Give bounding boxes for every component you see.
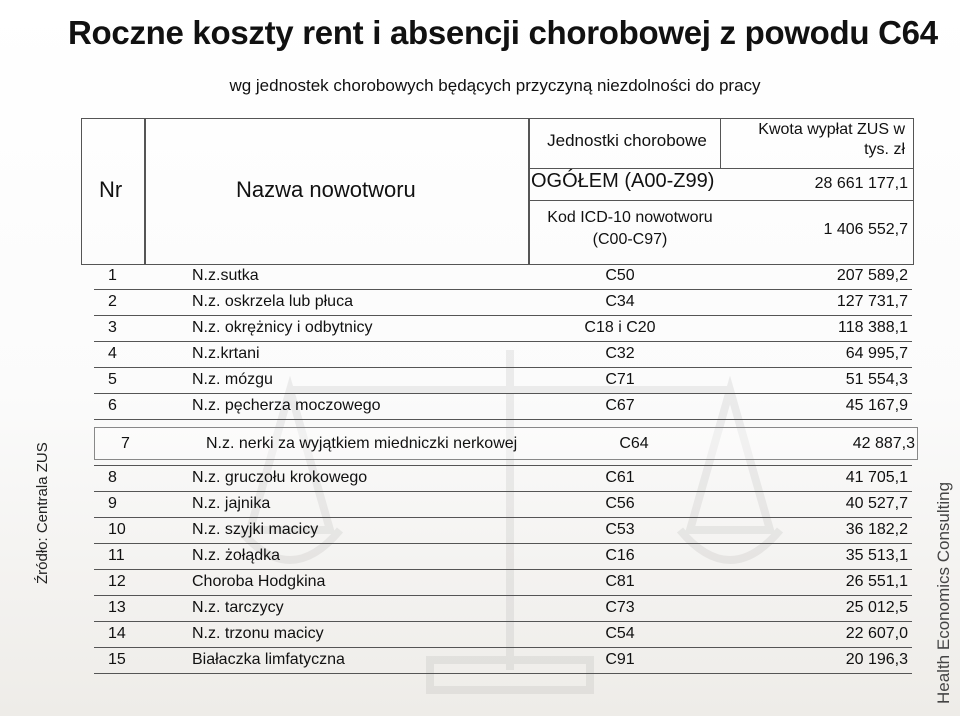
table-row xyxy=(94,315,910,341)
row-name: N.z.sutka xyxy=(192,267,259,284)
highlighted-row xyxy=(94,427,918,460)
row-nr: 7 xyxy=(121,435,130,452)
table-row xyxy=(94,465,910,491)
row-code: C18 i C20 xyxy=(584,319,656,336)
row-name: N.z. okrężnicy i odbytnicy xyxy=(192,319,373,336)
row-name: Choroba Hodgkina xyxy=(192,573,326,590)
row-nr: 9 xyxy=(108,495,117,512)
table-row xyxy=(94,595,910,621)
icd-value: 1 406 552,7 xyxy=(823,221,908,238)
row-name: N.z. pęcherza moczowego xyxy=(192,397,381,414)
row-value: 40 527,7 xyxy=(845,495,908,512)
row-nr: 6 xyxy=(108,397,117,414)
header-units: Jednostki chorobowe xyxy=(547,131,707,150)
table-row xyxy=(94,341,910,367)
row-code: C91 xyxy=(605,651,635,668)
row-name: N.z. nerki za wyjątkiem miedniczki nerkowej xyxy=(206,435,518,452)
row-code: C16 xyxy=(605,547,635,564)
row-code: C56 xyxy=(605,495,635,512)
row-name: N.z. żołądka xyxy=(192,547,281,564)
row-value: 64 995,7 xyxy=(845,345,908,362)
row-value: 25 012,5 xyxy=(845,599,908,616)
table-row xyxy=(94,647,910,673)
row-code: C81 xyxy=(605,573,635,590)
table-row xyxy=(94,569,910,595)
row-name: N.z.krtani xyxy=(192,345,260,362)
row-value: 207 589,2 xyxy=(836,267,908,284)
table-row xyxy=(94,543,910,569)
row-value: 26 551,1 xyxy=(845,573,908,590)
row-code: C53 xyxy=(605,521,635,538)
icd-label: Kod ICD-10 nowotworu (C00-C97) xyxy=(547,209,713,248)
row-value: 22 607,0 xyxy=(845,625,908,642)
row-name: N.z. oskrzela lub płuca xyxy=(192,293,353,310)
page-subtitle: wg jednostek chorobowych będących przyczyną niezdolności do pracy xyxy=(229,76,761,95)
row-code: C61 xyxy=(605,469,635,486)
row-nr: 1 xyxy=(108,267,117,284)
row-name: N.z. trzonu macicy xyxy=(192,625,324,642)
row-divider xyxy=(94,419,912,420)
row-name: N.z. jajnika xyxy=(192,495,271,512)
table-row xyxy=(94,517,910,543)
row-code: C71 xyxy=(605,371,635,388)
row-code: C64 xyxy=(619,435,649,452)
table-row xyxy=(94,289,910,315)
row-nr: 4 xyxy=(108,345,117,362)
header-divider xyxy=(720,118,721,168)
row-value: 42 887,3 xyxy=(852,435,915,452)
row-nr: 3 xyxy=(108,319,117,336)
watermark-text: Health Economics Consulting xyxy=(934,481,953,704)
row-nr: 13 xyxy=(108,599,126,616)
header-name: Nazwa nowotworu xyxy=(236,177,416,202)
table-row xyxy=(94,263,910,289)
row-divider xyxy=(94,673,912,674)
row-value: 41 705,1 xyxy=(845,469,908,486)
header-divider xyxy=(528,168,913,169)
row-nr: 8 xyxy=(108,469,117,486)
row-nr: 10 xyxy=(108,521,126,538)
row-value: 51 554,3 xyxy=(845,371,908,388)
page-title: Roczne koszty rent i absencji chorobowej z powodu C64 xyxy=(68,14,938,51)
table-row xyxy=(94,621,910,647)
row-code: C73 xyxy=(605,599,635,616)
row-code: C50 xyxy=(605,267,635,284)
source-note: Źródło: Centrala ZUS xyxy=(34,442,51,584)
header-amount: Kwota wypłat ZUS w tys. zł xyxy=(758,121,905,158)
row-value: 36 182,2 xyxy=(845,521,908,538)
row-code: C54 xyxy=(605,625,635,642)
row-nr: 2 xyxy=(108,293,117,310)
row-name: Białaczka limfatyczna xyxy=(192,651,345,668)
header-divider xyxy=(528,200,913,201)
total-label: OGÓŁEM (A00-Z99) xyxy=(531,170,715,192)
row-nr: 11 xyxy=(108,547,125,564)
row-nr: 15 xyxy=(108,651,126,668)
row-code: C34 xyxy=(605,293,635,310)
row-name: N.z. gruczołu krokowego xyxy=(192,469,368,486)
row-name: N.z. mózgu xyxy=(192,371,273,388)
row-name: N.z. szyjki macicy xyxy=(192,521,319,538)
row-value: 45 167,9 xyxy=(845,397,908,414)
table-row xyxy=(94,491,910,517)
row-nr: 5 xyxy=(108,371,117,388)
row-nr: 14 xyxy=(108,625,126,642)
total-value: 28 661 177,1 xyxy=(814,175,908,192)
row-value: 118 388,1 xyxy=(838,319,908,336)
row-code: C67 xyxy=(605,397,635,414)
row-code: C32 xyxy=(605,345,635,362)
table-row xyxy=(94,393,910,419)
table-row xyxy=(94,367,910,393)
row-value: 127 731,7 xyxy=(836,293,908,310)
row-value: 35 513,1 xyxy=(845,547,908,564)
row-value: 20 196,3 xyxy=(845,651,908,668)
row-nr: 12 xyxy=(108,573,126,590)
header-nr: Nr xyxy=(99,177,123,202)
row-name: N.z. tarczycy xyxy=(192,599,284,616)
